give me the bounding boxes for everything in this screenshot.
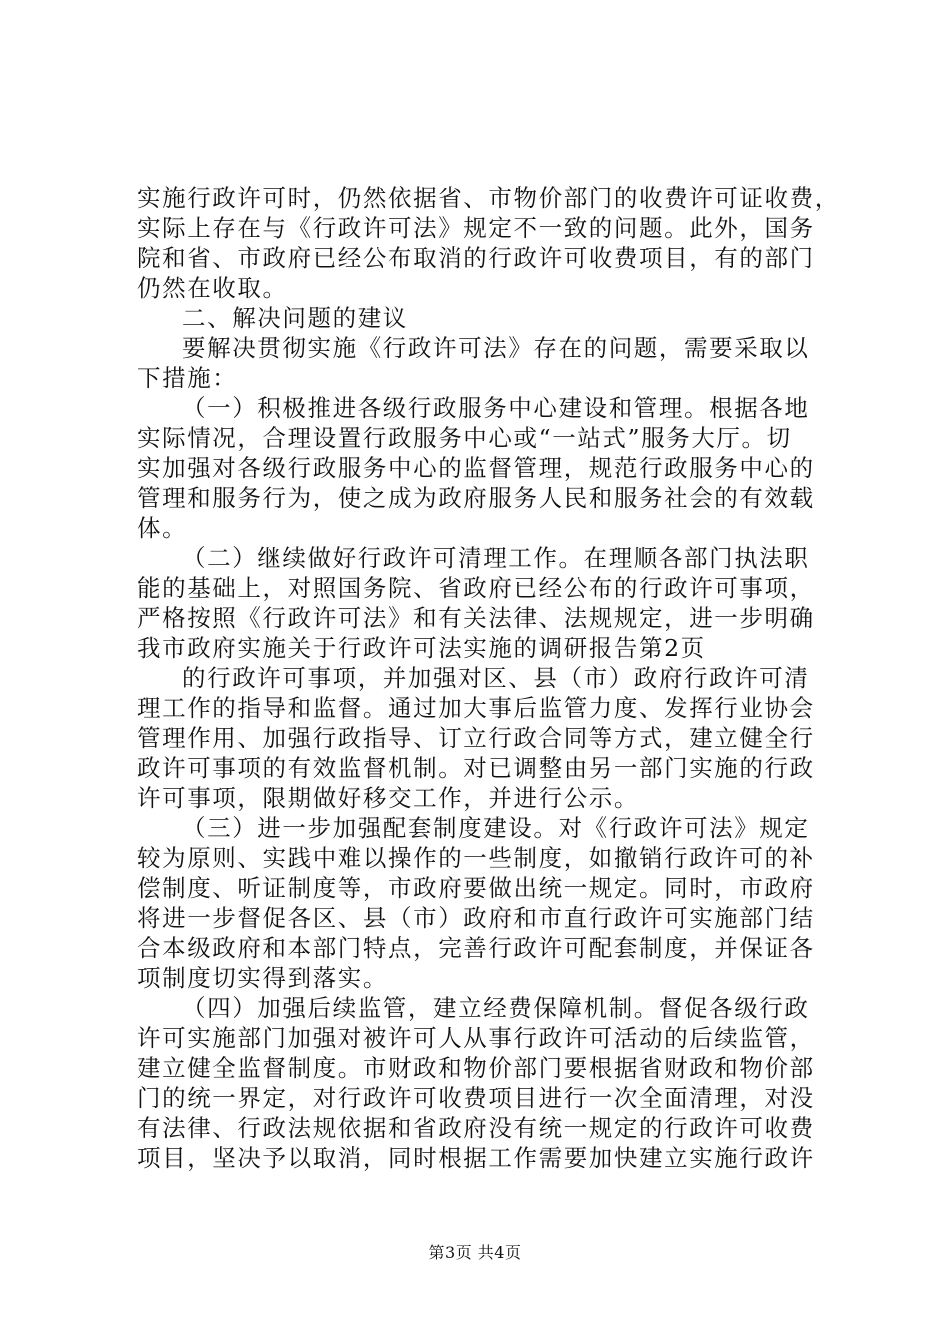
paragraph-line: 能的基础上，对照国务院、省政府已经公布的行政许可事项， xyxy=(137,574,815,602)
paragraph-line: 合本级政府和本部门特点，完善行政许可配套制度，并保证各 xyxy=(137,934,815,962)
paragraph-line: 项目，坚决予以取消，同时根据工作需要加快建立实施行政许 xyxy=(137,1144,815,1172)
paragraph-line: 管理作用、加强行政指导、订立行政合同等方式，建立健全行 xyxy=(137,724,815,752)
page-footer: 第3页 共4页 xyxy=(428,1243,522,1262)
paragraph-line: 理工作的指导和监督。通过加大事后监管力度、发挥行业协会 xyxy=(137,694,815,722)
paragraph-line: 较为原则、实践中难以操作的一些制度，如撤销行政许可的补 xyxy=(137,844,815,872)
paragraph-line: 实际情况，合理设置行政服务中心或“一站式”服务大厅。切 xyxy=(137,424,792,452)
paragraph-line: 实际上存在与《行政许可法》规定不一致的问题。此外，国务 xyxy=(137,214,815,242)
section-heading: 二、解决问题的建议 xyxy=(182,304,408,332)
paragraph-line: 门的统一界定，对行政许可收费项目进行一次全面清理，对没 xyxy=(137,1084,815,1112)
paragraph-line: （二）继续做好行政许可清理工作。在理顺各部门执法职 xyxy=(182,544,810,572)
paragraph-line: 偿制度、听证制度等，市政府要做出统一规定。同时，市政府 xyxy=(137,874,815,902)
paragraph-line: 项制度切实得到落实。 xyxy=(137,964,388,992)
paragraph-line: （一）积极推进各级行政服务中心建设和管理。根据各地 xyxy=(182,394,810,422)
paragraph-line: 管理和服务行为，使之成为政府服务人民和服务社会的有效载 xyxy=(137,484,815,512)
paragraph-line: 体。 xyxy=(137,514,188,542)
paragraph-line: 院和省、市政府已经公布取消的行政许可收费项目，有的部门 xyxy=(137,244,815,272)
paragraph-line: 建立健全监督制度。市财政和物价部门要根据省财政和物价部 xyxy=(137,1054,815,1082)
paragraph-line: 有法律、行政法规依据和省政府没有统一规定的行政许可收费 xyxy=(137,1114,815,1142)
paragraph-line: 仍然在收取。 xyxy=(137,274,288,302)
paragraph-line: 我市政府实施关于行政许可法实施的调研报告第2页 xyxy=(137,634,706,662)
paragraph-line: 实施行政许可时，仍然依据省、市物价部门的收费许可证收费， xyxy=(137,184,840,212)
paragraph-line: （三）进一步加强配套制度建设。对《行政许可法》规定 xyxy=(182,814,810,842)
paragraph-line: 下措施： xyxy=(137,364,238,392)
paragraph-line: 的行政许可事项，并加强对区、县（市）政府行政许可清 xyxy=(182,664,810,692)
paragraph-line: 严格按照《行政许可法》和有关法律、法规规定，进一步明确 xyxy=(137,604,815,632)
paragraph-line: 政许可事项的有效监督机制。对已调整由另一部门实施的行政 xyxy=(137,754,815,782)
paragraph-line: 将进一步督促各区、县（市）政府和市直行政许可实施部门结 xyxy=(137,904,815,932)
paragraph-line: 要解决贯彻实施《行政许可法》存在的问题，需要采取以 xyxy=(182,334,810,362)
paragraph-line: 许可实施部门加强对被许可人从事行政许可活动的后续监管， xyxy=(137,1024,815,1052)
paragraph-line: 许可事项，限期做好移交工作，并进行公示。 xyxy=(137,784,639,812)
paragraph-line: （四）加强后续监管，建立经费保障机制。督促各级行政 xyxy=(182,994,810,1022)
paragraph-line: 实加强对各级行政服务中心的监督管理，规范行政服务中心的 xyxy=(137,454,815,482)
